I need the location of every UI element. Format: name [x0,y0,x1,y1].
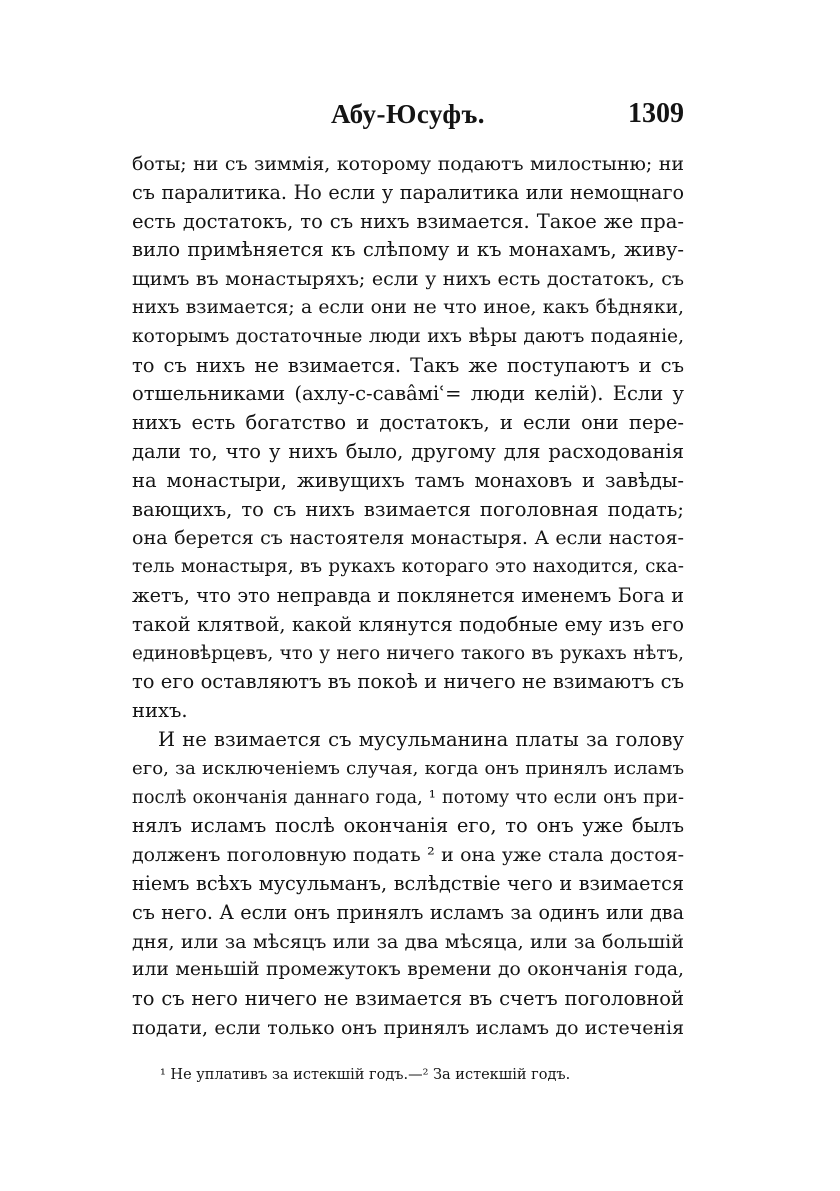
text-line: долженъ поголовную подать ² и она уже стала достоя- [132,844,684,867]
text-line: дня, или за мѣсяцъ или за два мѣсяца, или за большій [132,929,684,953]
text-line: тель монастыря, въ рукахъ котораго это находится, ска- [132,556,684,578]
text-line: дали то, что у нихъ было, другому для расходованія [132,439,684,463]
text-line: нялъ исламъ послѣ окончанія его, то онъ уже былъ [132,814,684,838]
text-line: нихъ. [132,699,188,723]
text-line: щимъ въ монастыряхъ; если у нихъ есть достатокъ, съ [132,268,684,291]
text-line: подати, если только онъ принялъ исламъ до истеченія [132,1016,684,1039]
text-line: она берется съ настоятеля монастыря. А если настоя- [132,526,684,550]
text-line: отшельниками (ахлу-с-савâміʿ= люди келій). Если у [132,382,684,406]
text-line: нихъ есть богатство и достатокъ, и если они пере- [132,411,684,435]
text-line: нихъ взимается; а если они не что иное, какъ бѣдняки, [132,296,684,318]
text-line: которымъ достаточные люди ихъ вѣры даютъ подаяніе, [132,325,684,347]
text-line: И не взимается съ мусульманина платы за голову [158,727,684,751]
text-line: или меньшій промежутокъ времени до окончанія года, [132,959,684,981]
paragraph-2 [132,726,684,1043]
footnote: ¹ Не уплативъ за истекшій годъ.—² За истекшій годъ. [160,1067,571,1083]
body-text [132,150,684,1043]
text-line: единовѣрцевъ, что у него ничего такого въ рукахъ нѣтъ, [132,642,684,664]
running-head [132,98,684,134]
text-line: такой клятвой, какой клянутся подобные ему изъ его [132,612,684,636]
text-line: есть достатокъ, то съ нихъ взимается. Такое же пра- [132,209,684,233]
text-line: съ паралитика. Но если у паралитика или немощнаго [132,180,684,204]
text-line: его, за исключеніемъ случая, когда онъ принялъ исламъ [132,757,684,779]
text-line: послѣ окончанія даннаго года, ¹ потому что если онъ при- [132,787,684,808]
text-line: жетъ, что это неправда и поклянется именемъ Бога и [132,583,684,607]
page-number: 1309 [628,98,684,129]
paragraph-1 [132,150,684,726]
text-line: вило примѣняется къ слѣпому и къ монахамъ, живу- [132,238,684,262]
text-line: то съ нихъ не взимается. Такъ же поступаютъ и съ [132,353,684,377]
text-line: боты; ни съ зиммія, которому подаютъ милостыню; ни [132,153,684,175]
running-title: Абу-Юсуфъ. [330,99,486,129]
text-line: то его оставляютъ въ покоѣ и ничего не взимаютъ съ [132,670,684,694]
text-line: на монастыри, живущихъ тамъ монаховъ и завѣды- [132,468,684,492]
text-line: ніемъ всѣхъ мусульманъ, вслѣдствіе чего и взимается [132,871,684,895]
text-line: то съ него ничего не взимается въ счетъ поголовной [132,987,684,1011]
text-line: вающихъ, то съ нихъ взимается поголовная подать; [132,497,684,521]
text-line: съ него. А если онъ принялъ исламъ за одинъ или два [132,900,684,924]
